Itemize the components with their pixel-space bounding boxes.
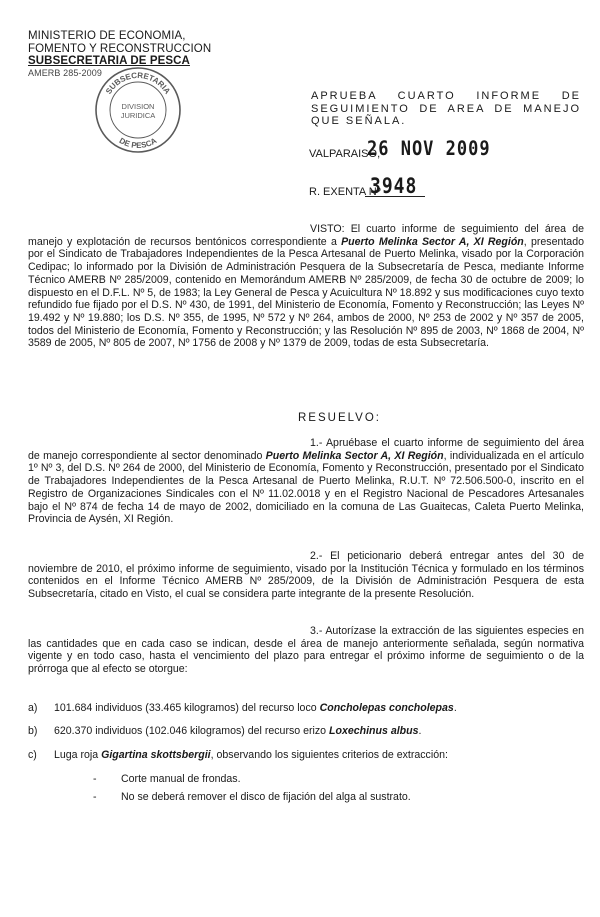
art1-text-1: 1.- Apruébase el cuarto informe de seguimiento del área de manejo correspondiente al sector denominado	[28, 437, 584, 462]
item-b-end: .	[418, 725, 422, 737]
item-a-end: .	[453, 702, 457, 714]
letterhead-subsecretaria: SUBSECRETARIA DE PESCA	[28, 55, 190, 67]
criteria-1-mark: -	[93, 773, 97, 785]
resolution-number: 3948	[370, 173, 418, 200]
visto-text-2: , presentado por el Sindicato de Trabajadores Independientes de la Pesca Artesanal de Puerto Melinka, visado por la Corporación Cedipac; lo informado por la División de Administración Pesquera de la Subsecretaría de Pesca, mediante Informe Técnico AMERB Nº 285/2009, contenido en Memorándum AMERB Nº 285/2009, de fecha 30 de octubre de 2009; lo dispuesto en el D.F.L. Nº 5, de 1983; la Ley General de Pesca y Acuicultura Nº 18.892 y sus modificaciones cuyo texto refundido fue fijado por el D.S. Nº 430, de 1991, del Ministerio de Economía, Fomento y Reconstrucción; las Leyes Nº 19.492 y Nº 19.880; los D.S. Nº 355, de 1995, Nº 572 y Nº 264, ambos de 2000, Nº 253 de 2002 y Nº 357 de 2005, todos del Ministerio de Economía, Fomento y Reconstrucción; y las Resolución Nº 895 de 2003, Nº 1868 de 2004, Nº 3589 de 2005, Nº 805 de 2007, Nº 1756 de 2008 y Nº 1379 de 2009, todas de esta Subsecretaría.	[28, 235, 584, 350]
species-item-a	[28, 702, 584, 715]
art1-sector: Puerto Melinka Sector A, XI Región	[265, 449, 444, 462]
seal-ring-top: SUBSECRETARIA	[103, 70, 172, 96]
item-b-species: Loxechinus albus	[329, 725, 419, 737]
document-title: APRUEBA CUARTO INFORME DE SEGUIMIENTO DE AREA DE MANEJO QUE SEÑALA.	[311, 90, 581, 127]
criteria-item-1	[93, 773, 241, 786]
seal-center-2: JURIDICA	[120, 111, 156, 120]
article-3: 3.- Autorízase la extracción de las siguientes especies en las cantidades que en cada caso se indican, desde el área de manejo anteriormente señalada, según normativa vigente y en todo caso, hasta el vencimiento del plazo para entregar el próximo informe de seguimiento o de la prórroga que al efecto se otorgue:	[28, 625, 584, 676]
article-2: 2.- El peticionario deberá entregar antes del 30 de noviembre de 2010, el próximo informe de seguimiento, visado por la Institución Técnica y formulado en los términos contenidos en el Informe Técnico AMERB Nº 285/2009, de la División de Administración Pesquera de esta Subsecretaría, citado en Visto, el cual se considera parte integrante de la presente Resolución.	[28, 550, 584, 601]
criteria-1-text: Corte manual de frondas.	[121, 773, 241, 785]
criteria-2-mark: -	[93, 791, 97, 803]
letterhead-ministry: MINISTERIO DE ECONOMIA,	[28, 30, 186, 42]
visto-text-1: VISTO: El cuarto informe de seguimiento del área de manejo y explotación de recursos bentónicos correspondiente a	[28, 223, 584, 248]
item-a-text: 101.684 individuos (33.465 kilogramos) del recurso loco	[54, 702, 320, 714]
species-item-c	[28, 749, 584, 762]
resuelvo-heading: RESUELVO:	[298, 412, 381, 424]
item-a-species: Concholepas concholepas	[319, 702, 454, 714]
visto-sector: Puerto Melinka Sector A, XI Región	[341, 235, 524, 248]
species-item-b	[28, 725, 584, 738]
criteria-2-text: No se deberá remover el disco de fijación del alga al sustrato.	[121, 791, 411, 803]
item-a-label: a)	[28, 702, 38, 714]
resolution-underline	[365, 196, 425, 197]
item-b-label: b)	[28, 725, 38, 737]
resolution-label: R. EXENTA Nº	[309, 186, 381, 198]
letterhead-ministry-2: FOMENTO Y RECONSTRUCCION	[28, 42, 212, 55]
official-seal-stamp	[92, 64, 184, 156]
letterhead-ref: AMERB 285-2009	[28, 67, 102, 78]
date-stamp: 26 NOV 2009	[367, 137, 491, 161]
item-c-species: Gigartina skottsbergii	[101, 749, 211, 761]
seal-ring-bottom: DE PESCA	[117, 136, 159, 151]
criteria-item-2	[93, 791, 411, 804]
visto-paragraph	[28, 223, 584, 350]
item-c-label: c)	[28, 749, 37, 761]
seal-center-1: DIVISION	[121, 102, 155, 111]
item-c-end: , observando los siguientes criterios de extracción:	[210, 749, 448, 761]
article-1	[28, 437, 584, 526]
art1-text-2: , individualizada en el artículo 1º Nº 3, del D.S. Nº 264 de 2000, del Ministerio de Economía, Fomento y Reconstrucción, presentado por el Sindicato de Trabajadores Independientes de la Pesca Artesanal de Puerto Melinka, R.U.T. Nº 72.506.500-0, inscrito en el Registro de Organizaciones Sindicales con el Nº 11.02.0018 y en el Registro Nacional de Pescadores Artesanales bajo el Nº 874 de fecha 14 de mayo de 2002, domiciliado en la comuna de Las Guaitecas, Caleta Puerto Melinka, Provincia de Aysén, XI Región.	[28, 449, 584, 526]
item-b-text: 620.370 individuos (102.046 kilogramos) del recurso erizo	[54, 725, 330, 737]
place-label: VALPARAISO,	[309, 148, 381, 160]
item-c-text: Luga roja	[54, 749, 102, 761]
